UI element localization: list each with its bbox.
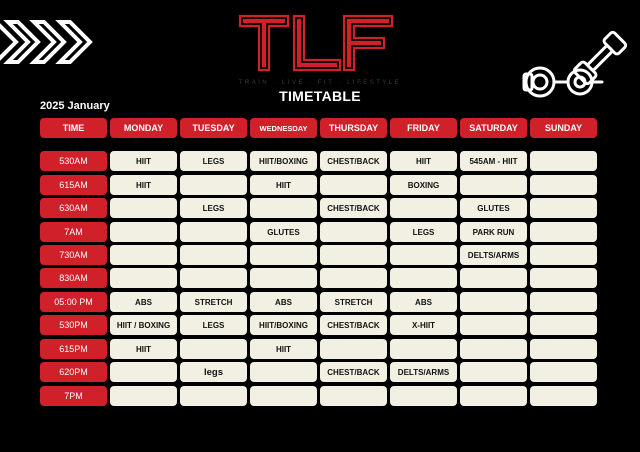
time-slot-cell: 615AM [40,175,107,195]
class-cell-monday: HIIT [110,175,177,195]
time-slot-cell: 615PM [40,339,107,359]
class-cell-monday [110,362,177,382]
class-cell-saturday [460,315,527,335]
class-cell-sunday [530,362,597,382]
timetable-header-row [40,118,600,138]
time-slot-cell: 7AM [40,222,107,242]
class-cell-sunday [530,386,597,406]
class-cell-sunday [530,315,597,335]
class-cell-tuesday: LEGS [180,315,247,335]
brand-logo [236,12,396,74]
time-header: TIME [40,118,107,138]
class-cell-thursday [320,268,387,288]
class-cell-wednesday: HIIT [250,339,317,359]
class-cell-monday: HIIT [110,339,177,359]
class-cell-saturday: 545AM - HIIT [460,151,527,171]
brand-tagline: TRAIN · LIVE · FIT · LIFESTYLE [238,80,402,86]
table-row [40,151,600,171]
class-cell-monday [110,245,177,265]
year-month-label: 2025 January [40,100,110,112]
class-cell-saturday [460,386,527,406]
chevrons-right-icon [0,12,100,72]
class-cell-tuesday: legs [180,362,247,382]
class-cell-wednesday [250,386,317,406]
class-cell-thursday [320,175,387,195]
class-cell-wednesday: HIIT [250,175,317,195]
class-cell-saturday: GLUTES [460,198,527,218]
class-cell-sunday [530,151,597,171]
table-row [40,386,600,406]
class-cell-thursday [320,386,387,406]
class-cell-tuesday: LEGS [180,151,247,171]
class-cell-tuesday [180,245,247,265]
class-cell-tuesday [180,386,247,406]
day-header-tuesday: TUESDAY [180,118,247,138]
class-cell-friday: X-HIIT [390,315,457,335]
class-cell-thursday: CHEST/BACK [320,362,387,382]
class-cell-saturday: PARK RUN [460,222,527,242]
class-cell-tuesday [180,175,247,195]
class-cell-friday: DELTS/ARMS [390,362,457,382]
class-cell-saturday [460,292,527,312]
time-slot-cell: 530AM [40,151,107,171]
day-header-friday: FRIDAY [390,118,457,138]
table-row [40,268,600,288]
day-header-sunday: SUNDAY [530,118,597,138]
table-row [40,362,600,382]
time-slot-cell: 630AM [40,198,107,218]
class-cell-thursday [320,339,387,359]
class-cell-tuesday [180,268,247,288]
class-cell-monday [110,222,177,242]
class-cell-sunday [530,222,597,242]
day-header-monday: MONDAY [110,118,177,138]
table-row [40,175,600,195]
page-title: TIMETABLE [279,88,361,104]
class-cell-thursday [320,245,387,265]
class-cell-friday: LEGS [390,222,457,242]
class-cell-wednesday: GLUTES [250,222,317,242]
class-cell-thursday: CHEST/BACK [320,315,387,335]
class-cell-wednesday: ABS [250,292,317,312]
class-cell-sunday [530,245,597,265]
time-slot-cell: 620PM [40,362,107,382]
class-cell-friday: HIIT [390,151,457,171]
class-cell-friday [390,339,457,359]
class-cell-monday [110,198,177,218]
time-slot-cell: 7PM [40,386,107,406]
class-cell-tuesday [180,222,247,242]
day-header-wednesday: WEDNESDAY [250,118,317,138]
class-cell-monday [110,268,177,288]
class-cell-saturday [460,268,527,288]
class-cell-wednesday: HIIT/BOXING [250,315,317,335]
class-cell-sunday [530,339,597,359]
class-cell-friday [390,268,457,288]
class-cell-thursday: CHEST/BACK [320,198,387,218]
class-cell-monday: HIIT [110,151,177,171]
class-cell-thursday: STRETCH [320,292,387,312]
class-cell-sunday [530,175,597,195]
class-cell-thursday: CHEST/BACK [320,151,387,171]
day-header-thursday: THURSDAY [320,118,387,138]
class-cell-wednesday: HIIT/BOXING [250,151,317,171]
class-cell-monday: ABS [110,292,177,312]
class-cell-monday: HIIT / BOXING [110,315,177,335]
class-cell-saturday: DELTS/ARMS [460,245,527,265]
logo-mark [236,12,396,74]
table-row [40,222,600,242]
class-cell-sunday [530,268,597,288]
class-cell-monday [110,386,177,406]
class-cell-friday: ABS [390,292,457,312]
class-cell-tuesday: STRETCH [180,292,247,312]
time-slot-cell: 530PM [40,315,107,335]
class-cell-saturday [460,175,527,195]
class-cell-wednesday [250,362,317,382]
table-row [40,198,600,218]
class-cell-tuesday: LEGS [180,198,247,218]
time-slot-cell: 830AM [40,268,107,288]
class-cell-friday: BOXING [390,175,457,195]
class-cell-friday [390,198,457,218]
table-row [40,245,600,265]
class-cell-wednesday [250,245,317,265]
class-cell-thursday [320,222,387,242]
table-row [40,315,600,335]
class-cell-sunday [530,292,597,312]
class-cell-friday [390,245,457,265]
class-cell-sunday [530,198,597,218]
time-slot-cell: 05:00 PM [40,292,107,312]
day-header-saturday: SATURDAY [460,118,527,138]
table-row [40,339,600,359]
class-cell-saturday [460,339,527,359]
class-cell-saturday [460,362,527,382]
class-cell-tuesday [180,339,247,359]
time-slot-cell: 730AM [40,245,107,265]
table-row [40,292,600,312]
class-cell-wednesday [250,198,317,218]
class-cell-wednesday [250,268,317,288]
class-cell-friday [390,386,457,406]
